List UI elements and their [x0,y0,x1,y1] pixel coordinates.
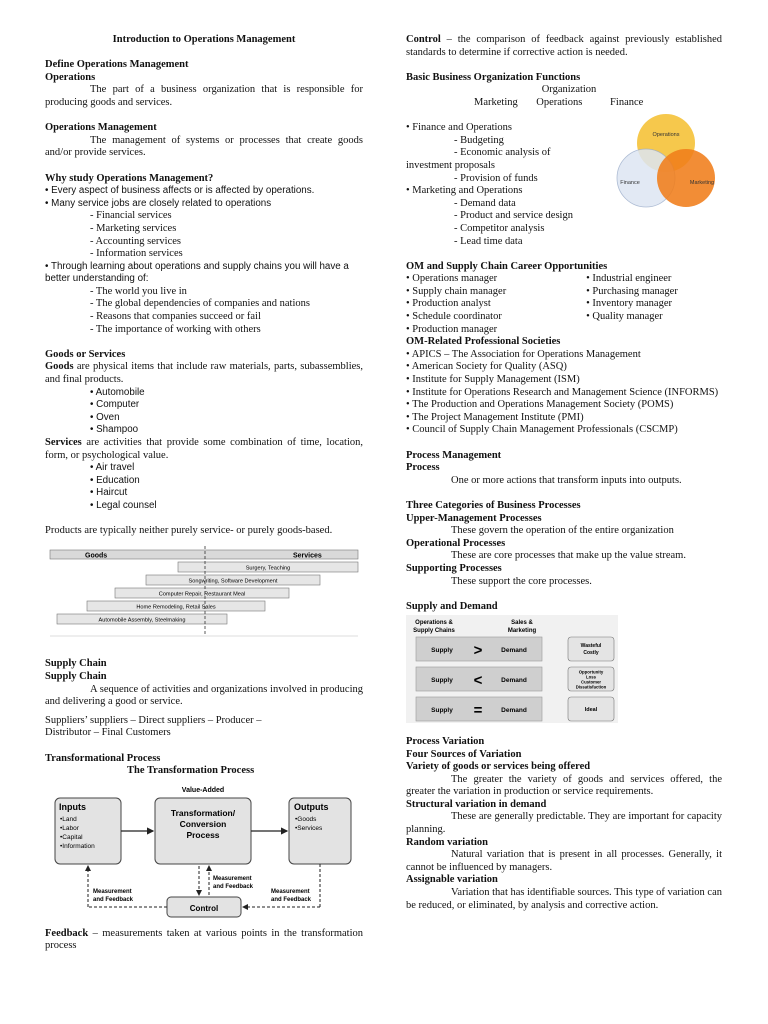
understanding-item: - The world you live in [90,285,187,297]
understanding-item: - The importance of working with others [90,323,261,335]
assignable-definition: Variation that has identifiable sources. This type of variation can be reduced, or eliminated, by analysis and corrective action. [406,887,722,911]
control-definition: Control – the comparison of feedback against previously established standards to determine if corrective action is needed. [406,34,722,58]
finance-operations-heading: • Finance and Operations [406,122,513,134]
functions-heading: Basic Business Organization Functions [406,71,581,83]
measurement-feedback-label: Measurement [93,888,132,895]
upper-management-heading: Upper-Management Processes [406,512,542,524]
supply-chain-subheading: Supply Chain [45,670,107,682]
measurement-feedback-label: Measurement [271,888,310,895]
supply-demand-diagram [406,615,722,723]
transform-line: Conversion [179,818,227,829]
supporting-heading: Supporting Processes [406,562,502,574]
outputs-title: Outputs [294,801,329,812]
random-definition: Natural variation that is present in all processes. Generally, it cannot be influenced by managers. [406,849,722,873]
career-item: • Inventory manager [586,298,673,310]
service-job-item: - Accounting services [90,235,181,247]
sd-demand: Demand [501,677,527,685]
services-example: • Legal counsel [90,499,157,511]
input-item: •Land [60,815,77,823]
four-sources-heading: Four Sources of Variation [406,748,522,760]
career-item: • Production analyst [406,298,491,310]
why-heading: Why study Operations Management? [45,172,214,184]
fo-item: - Economic analysis of [454,147,551,159]
transform-line: Transformation/ [170,807,236,818]
career-item: • Schedule coordinator [406,311,502,323]
three-categories-heading: Three Categories of Business Processes [406,499,581,511]
operational-heading: Operational Processes [406,537,506,549]
process-management-heading: Process Management [406,449,502,461]
marketing-operations-heading: • Marketing and Operations [406,185,523,197]
sd-header: Marketing [507,628,537,635]
measurement-feedback-label: and Feedback [271,896,312,903]
society-item: • American Society for Quality (ASQ) [406,361,567,373]
om-definition: The management of systems or processes that create goods and/or provide services. [45,134,363,159]
sd-supply: Supply [431,707,453,715]
career-list [406,273,722,323]
services-example: • Air travel [90,462,135,474]
upper-management-definition: These govern the operation of the entire organization [451,525,674,537]
sd-demand: Demand [501,707,527,715]
sd-supply: Supply [431,647,453,655]
goods-definition: Goods are physical items that include raw materials, parts, subassemblies, and final products. [45,361,363,386]
suppliers-chain-line: Suppliers’ suppliers – Direct suppliers – Producer – [45,714,262,726]
mo-item: - Product and service design [454,210,573,222]
sd-symbol: = [473,702,483,720]
output-item: •Services [295,824,323,832]
sd-result: Loss [585,674,597,680]
measurement-feedback-label: and Feedback [213,883,254,890]
mo-item: - Lead time data [454,235,523,247]
goods-term: Goods [45,361,74,373]
inputs-title: Inputs [59,801,86,812]
why-bullet: • Every aspect of business affects or is affected by operations. [45,185,315,197]
transformation-diagram [45,782,363,922]
measurement-feedback-label: Measurement [213,875,252,882]
chart-bar-label: Automobile Assembly, Steelmaking [98,617,186,624]
goods-example: • Oven [90,411,120,423]
output-item: •Goods [295,815,317,823]
input-item: •Labor [60,824,79,832]
understanding-item: - The global dependencies of companies and nations [90,298,310,310]
understanding-item: - Reasons that companies succeed or fail [90,311,261,323]
services-example: • Education [90,474,140,486]
career-heading: OM and Supply Chain Career Opportunities [406,260,608,272]
sd-result: Dissatisfaction [575,684,607,690]
sd-result: Opportunity [578,669,604,675]
venn-label: Marketing [689,180,715,187]
value-added-label: Value-Added [181,786,225,794]
goods-example: • Computer [90,399,140,411]
structural-definition: These are generally predictable. They are important for capacity planning. [406,811,722,836]
supply-demand-heading: Supply and Demand [406,600,498,612]
transform-line: Process [186,829,220,840]
sd-header: Operations & [415,620,453,627]
sd-symbol: > [473,642,483,660]
sd-symbol: < [473,672,483,690]
venn-label: Finance [620,180,640,187]
venn-label: Operations [652,132,680,139]
services-example: • Haircut [90,487,128,499]
org-label: Organization [541,84,597,96]
services-term: Services [45,437,82,448]
random-heading: Random variation [406,836,488,848]
goods-label: Goods [85,552,108,560]
society-item: • The Production and Operations Management Society (POMS) [406,399,674,411]
org-functions: Marketing Operations Finance [474,96,644,108]
operations-definition: The part of a business organization that is responsible for producing goods and services. [45,84,363,108]
om-term: Operations Management [45,122,157,134]
operations-term: Operations [45,71,96,83]
goods-services-heading: Goods or Services [45,348,126,360]
suppliers-chain-line: Distributor – Final Customers [45,727,171,739]
operational-definition: These are core processes that make up the value stream. [451,550,686,562]
sd-result: Ideal [584,707,598,714]
products-note: Products are typically neither purely service- or purely goods-based. [45,525,333,537]
transformation-subheading: The Transformation Process [127,765,255,777]
assignable-heading: Assignable variation [406,874,498,886]
transformation-heading: Transformational Process [45,752,161,764]
society-item: • The Project Management Institute (PMI) [406,411,584,423]
left-column [45,34,363,953]
why-bullet: • Many service jobs are closely related to operations [45,197,272,209]
process-definition: One or more actions that transform inputs into outputs. [451,474,682,486]
sd-supply: Supply [431,677,453,685]
goods-services-chart [45,546,363,646]
define-heading: Define Operations Management [45,59,189,71]
sd-result: Customer [580,679,602,685]
sd-header: Sales & [511,620,533,627]
services-definition: Services are activities that provide some combination of time, location, form, or psychological value. [45,437,363,461]
variety-heading: Variety of goods or services being offered [406,761,591,773]
supply-chain-definition: A sequence of activities and organizations involved in producing and delivering a good or service. [45,683,363,708]
control-term: Control [406,34,441,45]
sd-demand: Demand [501,647,527,655]
input-item: •Capital [60,833,83,841]
chart-bar-label: Surgery, Teaching [245,565,291,572]
service-job-item: - Information services [90,248,183,260]
sd-header: Supply Chains [413,628,455,635]
document-title: Introduction to Operations Management [112,34,296,45]
career-item: • Industrial engineer [586,273,672,285]
fo-item-wrap: investment proposals [406,159,495,171]
goods-example: • Automobile [90,386,145,398]
society-item: • Institute for Operations Research and Management Science (INFORMS) [406,386,719,398]
mo-item: - Competitor analysis [454,222,545,234]
society-item: • Institute for Supply Management (ISM) [406,374,580,386]
process-term: Process [406,462,440,474]
career-item: • Production manager [406,323,498,335]
career-item: • Quality manager [586,311,663,323]
chart-bar-label: Songwriting, Software Development [188,578,278,585]
variety-definition: The greater the variety of goods and services offered, the greater the variation in production or service requirements. [406,773,722,798]
society-item: • APICS – The Association for Operations Management [406,348,641,360]
structural-heading: Structural variation in demand [406,798,547,810]
fo-item: - Budgeting [454,134,504,146]
service-job-item: - Financial services [90,210,172,222]
career-item: • Purchasing manager [586,285,678,297]
societies-heading: OM-Related Professional Societies [406,336,561,348]
career-item: • Operations manager [406,273,498,285]
venn-diagram [610,112,722,212]
sd-result: Wasteful [580,643,602,650]
services-label: Services [293,552,322,560]
sd-result: Costly [583,650,599,657]
control-box: Control [189,903,219,913]
feedback-term: Feedback [45,927,89,939]
goods-example: • Shampoo [90,424,139,436]
supply-chain-heading: Supply Chain [45,658,107,670]
right-column [406,34,722,912]
learning-bullet: • Through learning about operations and supply chains you will have a better understanding of: [45,260,349,285]
supporting-definition: These support the core processes. [451,575,592,587]
mo-item: - Demand data [454,197,516,209]
fo-item: - Provision of funds [454,172,538,184]
measurement-feedback-label: and Feedback [93,896,134,903]
career-item: • Supply chain manager [406,285,507,297]
chart-bar-label: Computer Repair, Restaurant Meal [158,591,246,598]
input-item: •Information [60,842,95,850]
process-variation-heading: Process Variation [406,735,485,747]
service-job-item: - Marketing services [90,222,177,234]
chart-bar-label: Home Remodeling, Retail Sales [136,604,216,611]
feedback-definition: Feedback – measurements taken at various points in the transformation process [45,927,363,952]
society-item: • Council of Supply Chain Management Professionals (CSCMP) [406,424,678,436]
